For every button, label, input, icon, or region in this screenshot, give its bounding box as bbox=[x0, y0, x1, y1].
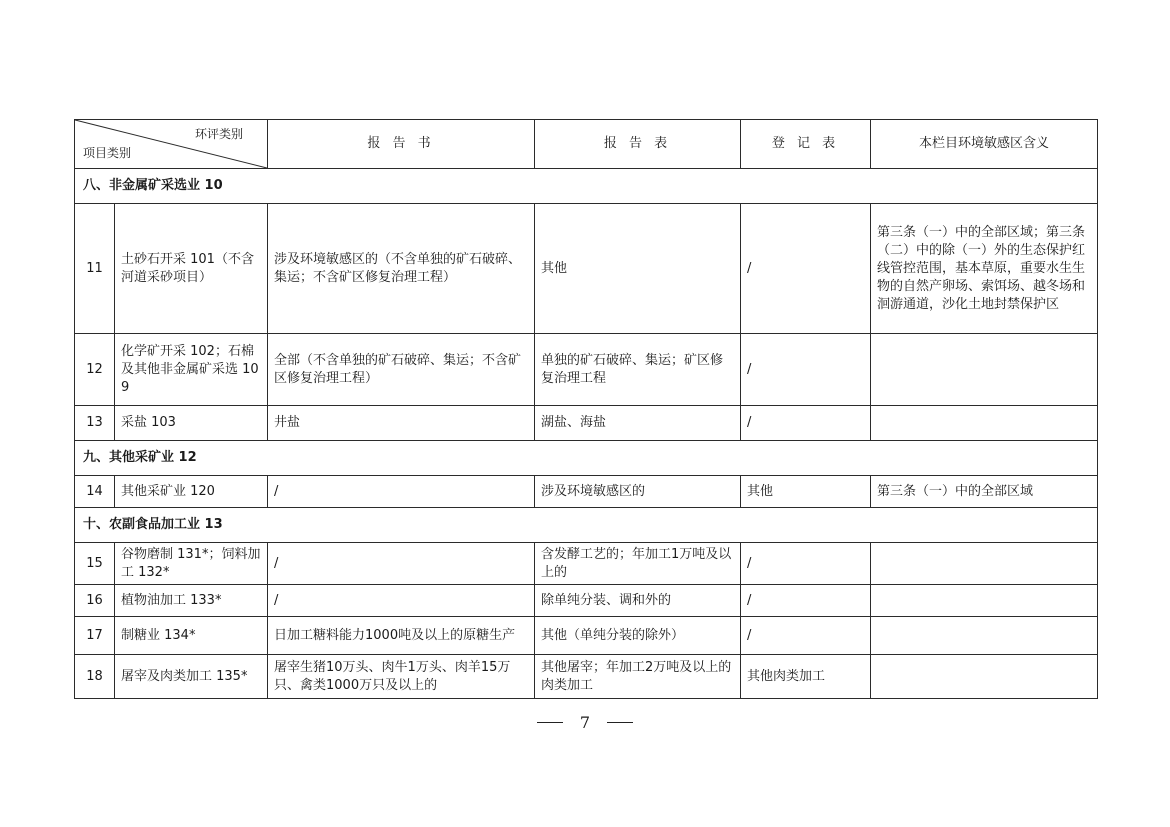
row-report-form: 其他屠宰；年加工2万吨及以上的肉类加工 bbox=[535, 655, 741, 699]
footer-dash-right bbox=[607, 722, 633, 723]
page-number: 7 bbox=[579, 713, 591, 732]
row-meaning bbox=[871, 585, 1098, 617]
row-report-form: 单独的矿石破碎、集运；矿区修复治理工程 bbox=[535, 334, 741, 406]
section-title: 十、农副食品加工业 13 bbox=[75, 508, 1098, 543]
row-number: 18 bbox=[75, 655, 115, 699]
row-meaning: 第三条（一）中的全部区域 bbox=[871, 476, 1098, 508]
row-number: 13 bbox=[75, 406, 115, 441]
row-number: 11 bbox=[75, 204, 115, 334]
row-register: / bbox=[741, 204, 871, 334]
section-row bbox=[75, 441, 1098, 476]
table-row bbox=[75, 543, 1098, 585]
row-register: 其他 bbox=[741, 476, 871, 508]
table-row bbox=[75, 334, 1098, 406]
row-meaning: 第三条（一）中的全部区域；第三条（二）中的除（一）外的生态保护红线管控范围，基本草原，重要水生生物的自然产卵场、索饵场、越冬场和洄游通道，沙化土地封禁保护区 bbox=[871, 204, 1098, 334]
table-row bbox=[75, 406, 1098, 441]
footer-dash-left bbox=[537, 722, 563, 723]
row-report-book: 日加工糖料能力1000吨及以上的原糖生产 bbox=[268, 617, 535, 655]
row-report-form: 其他（单纯分装的除外） bbox=[535, 617, 741, 655]
row-project-item: 谷物磨制 131*；饲料加工 132* bbox=[115, 543, 268, 585]
table-row bbox=[75, 585, 1098, 617]
row-project-item: 土砂石开采 101（不含河道采砂项目） bbox=[115, 204, 268, 334]
row-meaning bbox=[871, 406, 1098, 441]
row-report-book: 屠宰生猪10万头、肉牛1万头、肉羊15万只、禽类1000万只及以上的 bbox=[268, 655, 535, 699]
header-report-book: 报 告 书 bbox=[268, 120, 535, 169]
row-number: 12 bbox=[75, 334, 115, 406]
header-report-form: 报 告 表 bbox=[535, 120, 741, 169]
row-report-form: 除单纯分装、调和外的 bbox=[535, 585, 741, 617]
row-report-book: 全部（不含单独的矿石破碎、集运；不含矿区修复治理工程） bbox=[268, 334, 535, 406]
section-row bbox=[75, 169, 1098, 204]
row-project-item: 其他采矿业 120 bbox=[115, 476, 268, 508]
row-register: 其他肉类加工 bbox=[741, 655, 871, 699]
row-register: / bbox=[741, 543, 871, 585]
row-number: 15 bbox=[75, 543, 115, 585]
row-report-form: 含发酵工艺的；年加工1万吨及以上的 bbox=[535, 543, 741, 585]
row-report-form: 湖盐、海盐 bbox=[535, 406, 741, 441]
row-register: / bbox=[741, 617, 871, 655]
table-header-row bbox=[75, 120, 1098, 169]
header-project-category: 项目类别 bbox=[83, 146, 132, 160]
row-meaning bbox=[871, 655, 1098, 699]
eia-classification-table bbox=[74, 119, 1098, 699]
section-title: 八、非金属矿采选业 10 bbox=[75, 169, 1098, 204]
row-meaning bbox=[871, 617, 1098, 655]
row-meaning bbox=[871, 543, 1098, 585]
row-project-item: 化学矿开采 102；石棉及其他非金属矿采选 109 bbox=[115, 334, 268, 406]
row-register: / bbox=[741, 585, 871, 617]
row-report-book: 井盐 bbox=[268, 406, 535, 441]
row-report-book: 涉及环境敏感区的（不含单独的矿石破碎、集运；不含矿区修复治理工程） bbox=[268, 204, 535, 334]
header-eia-category: 环评类别 bbox=[194, 127, 243, 141]
table-row bbox=[75, 655, 1098, 699]
row-project-item: 植物油加工 133* bbox=[115, 585, 268, 617]
table-row bbox=[75, 617, 1098, 655]
row-report-form: 其他 bbox=[535, 204, 741, 334]
row-report-form: 涉及环境敏感区的 bbox=[535, 476, 741, 508]
row-project-item: 采盐 103 bbox=[115, 406, 268, 441]
row-number: 16 bbox=[75, 585, 115, 617]
page-footer bbox=[0, 712, 1170, 732]
section-title: 九、其他采矿业 12 bbox=[75, 441, 1098, 476]
header-sensitive-area-meaning: 本栏目环境敏感区含义 bbox=[871, 120, 1098, 169]
table-row bbox=[75, 476, 1098, 508]
section-row bbox=[75, 508, 1098, 543]
row-report-book: / bbox=[268, 476, 535, 508]
row-register: / bbox=[741, 334, 871, 406]
row-register: / bbox=[741, 406, 871, 441]
header-register-form: 登 记 表 bbox=[741, 120, 871, 169]
row-project-item: 制糖业 134* bbox=[115, 617, 268, 655]
row-number: 14 bbox=[75, 476, 115, 508]
row-meaning bbox=[871, 334, 1098, 406]
diagonal-header-cell bbox=[75, 120, 268, 169]
row-report-book: / bbox=[268, 543, 535, 585]
table-row bbox=[75, 204, 1098, 334]
row-number: 17 bbox=[75, 617, 115, 655]
row-report-book: / bbox=[268, 585, 535, 617]
row-project-item: 屠宰及肉类加工 135* bbox=[115, 655, 268, 699]
